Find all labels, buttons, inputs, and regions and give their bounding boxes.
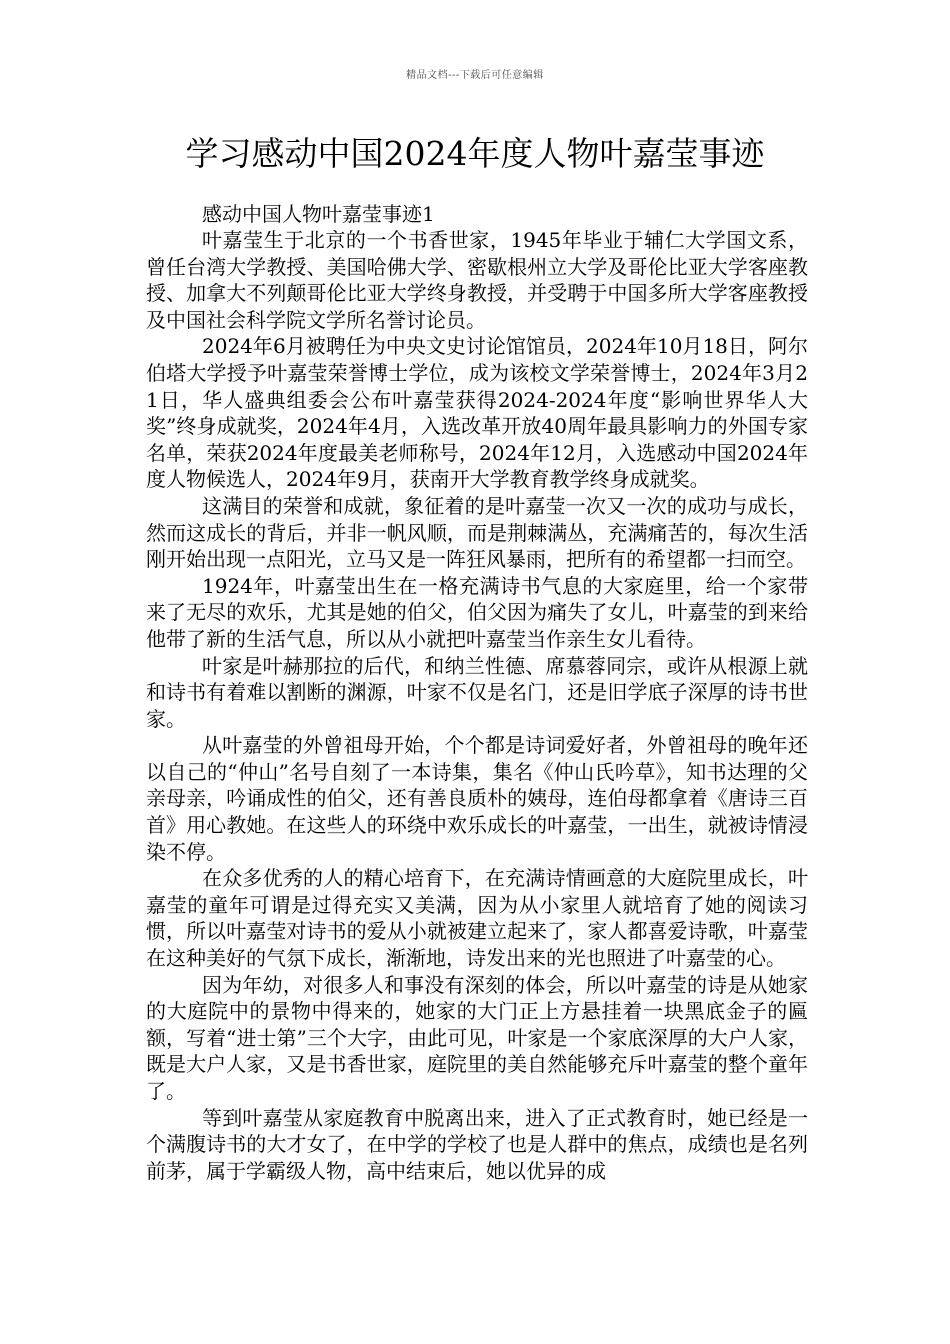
paragraph: 2024年6月被聘任为中央文史讨论馆馆员，2024年10月18日，阿尔伯塔大学授予叶嘉莹荣誉博士学位，成为该校文学荣誉博士，2024年3月21日，华人盛典组委会公布叶嘉莹获得2024-2024年度“影响世界华人大奖”终身成就奖，2024年4月，入选改革开放40周年最具影响力的外国专家名单，荣获2024年度最美老师称号，2024年12月，入选感动中国2024年度人物候选人，2024年9月，获南开大学教育教学终身成就奖。 bbox=[146, 334, 808, 492]
header-note: 精品文档---下载后可任意编辑 bbox=[406, 70, 544, 81]
document-body bbox=[146, 201, 808, 1184]
paragraph: 因为年幼，对很多人和事没有深刻的体会，所以叶嘉莹的诗是从她家的大庭院中的景物中得来的，她家的大门正上方悬挂着一块黑底金子的匾额，写着“进士第”三个大字，由此可见，叶家是一个家底深厚的大户人家，既是大户人家，又是书香世家，庭院里的美自然能够充斥叶嘉莹的整个童年了。 bbox=[146, 972, 808, 1103]
paragraph: 叶嘉莹生于北京的一个书香世家，1945年毕业于辅仁大学国文系，曾任台湾大学教授、美国哈佛大学、密歇根州立大学及哥伦比亚大学客座教授、加拿大不列颠哥伦比亚大学终身教授，并受聘于中国多所大学客座教授及中国社会科学院文学所名誉讨论员。 bbox=[146, 228, 808, 332]
paragraph: 叶家是叶赫那拉的后代，和纳兰性德、席慕蓉同宗，或许从根源上就和诗书有着难以割断的渊源，叶家不仅是名门，还是旧学底子深厚的诗书世家。 bbox=[146, 653, 808, 731]
paragraph: 从叶嘉莹的外曾祖母开始，个个都是诗词爱好者，外曾祖母的晚年还以自己的“仲山”名号自刻了一本诗集，集名《仲山氏吟草》，知书达理的父亲母亲，吟诵成性的伯父，还有善良质朴的姨母，连伯母都拿着《唐诗三百首》用心教她。在这些人的环绕中欢乐成长的叶嘉莹，一出生，就被诗情浸染不停。 bbox=[146, 733, 808, 864]
section-subtitle: 感动中国人物叶嘉莹事迹1 bbox=[202, 202, 435, 226]
paragraph: 1924年，叶嘉莹出生在一格充满诗书气息的大家庭里，给一个家带来了无尽的欢乐，尤其是她的伯父，伯父因为痛失了女儿，叶嘉莹的到来给他带了新的生活气息，所以从小就把叶嘉莹当作亲生女儿看待。 bbox=[146, 573, 808, 651]
paragraph: 等到叶嘉莹从家庭教育中脱离出来，进入了正式教育时，她已经是一个满腹诗书的大才女了，在中学的学校了也是人群中的焦点，成绩也是名列前茅，属于学霸级人物，高中结束后，她以优异的成 bbox=[146, 1105, 808, 1183]
page-title: 学习感动中国2024年度人物叶嘉莹事迹 bbox=[185, 134, 765, 173]
paragraph: 这满目的荣誉和成就，象征着的是叶嘉莹一次又一次的成功与成长，然而这成长的背后，并非一帆风顺，而是荆棘满丛，充满痛苦的，每次生活刚开始出现一点阳光，立马又是一阵狂风暴雨，把所有的希望都一扫而空。 bbox=[146, 493, 808, 572]
paragraph: 在众多优秀的人的精心培育下，在充满诗情画意的大庭院里成长，叶嘉莹的童年可谓是过得充实又美满，因为从小家里人就培育了她的阅读习惯，所以叶嘉莹对诗书的爱从小就被建立起来了，家人都喜爱诗歌，叶嘉莹在这种美好的气氛下成长，渐渐地，诗发出来的光也照进了叶嘉莹的心。 bbox=[146, 866, 808, 971]
